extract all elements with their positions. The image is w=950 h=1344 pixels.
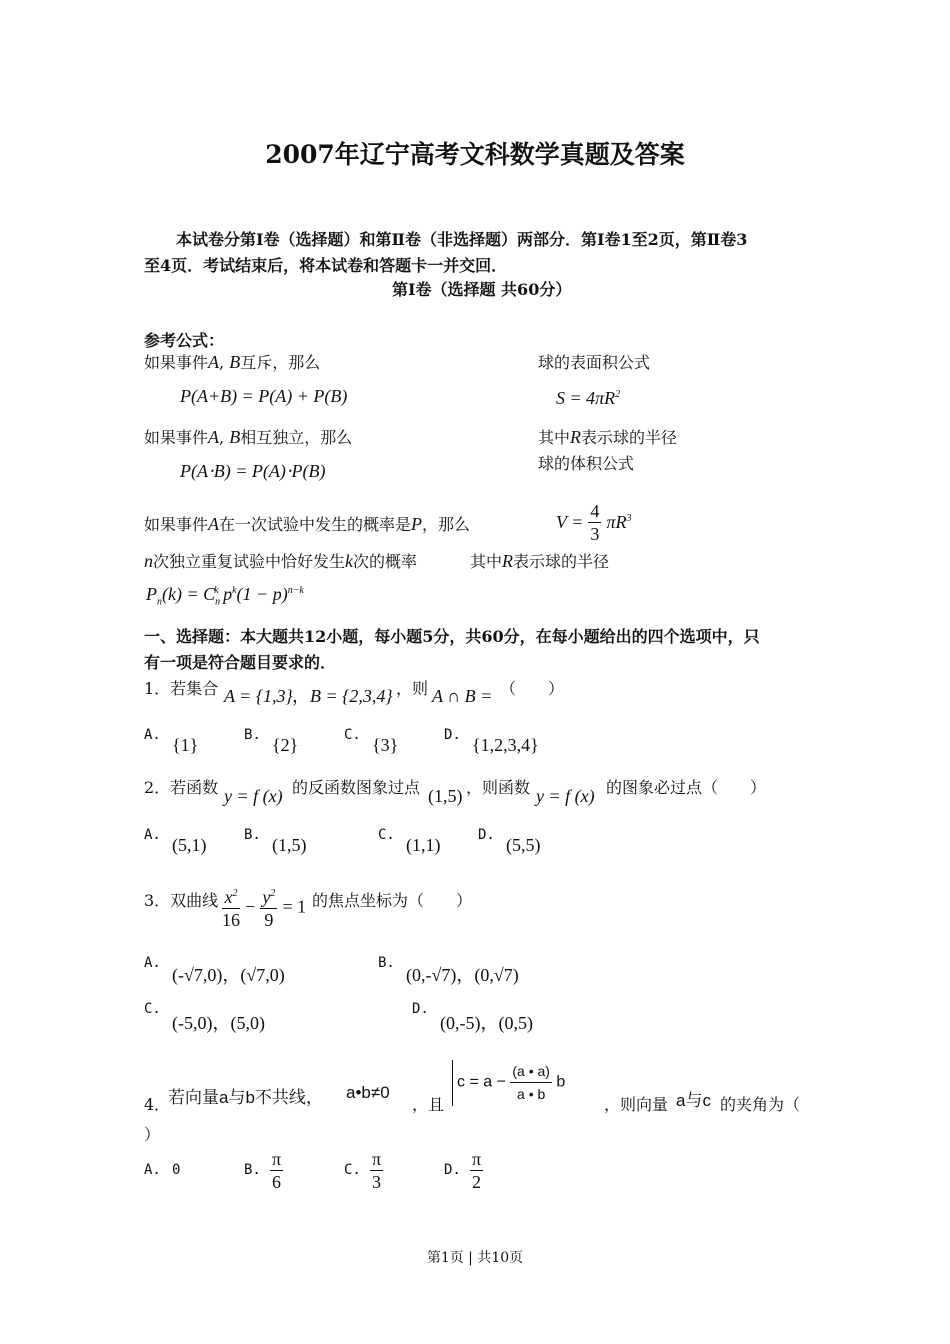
q4-vectors: a与c: [676, 1091, 711, 1110]
q2-option-c[interactable]: (1,1): [406, 835, 441, 855]
q4-option-c-label: C.: [344, 1162, 361, 1178]
q4-equation: c = a − $\frac{(a • a)}{a • b}$ b: [452, 1060, 565, 1106]
indep-formula: P(A⋅B) = P(A)⋅P(B): [180, 461, 326, 481]
q2-option-c-label: C.: [378, 827, 395, 843]
q3-equation: $\frac{x^2}{16}$ − $\frac{y^2}{9}$ = 1: [222, 883, 306, 931]
q1-option-b[interactable]: {2}: [272, 735, 299, 755]
q3-stem: 3．双曲线: [144, 891, 219, 910]
formulas-heading: 参考公式：: [144, 331, 225, 350]
section1-line-1: 一、选择题：本大题共12小题，每小题5分，共60分，在每小题给出的四个选项中，只: [144, 627, 760, 646]
q2-option-a[interactable]: (5,1): [172, 835, 207, 855]
indep-text: 如果事件A, B相互独立，那么: [144, 427, 353, 447]
q1-option-b-label: B.: [244, 727, 261, 743]
q3-option-d-label: D.: [412, 1001, 429, 1017]
page-footer: 第1页 | 共10页: [426, 1250, 524, 1266]
q4-option-a-label: A.: [144, 1162, 161, 1178]
mutex-formula: P(A+B) = P(A) + P(B): [180, 386, 348, 406]
q4-close: ）: [144, 1125, 161, 1144]
bernoulli-text: n次独立重复试验中恰好发生k次的概率: [144, 551, 418, 571]
radius-note-2: 其中R表示球的半径: [470, 551, 610, 571]
q2-option-d[interactable]: (5,5): [506, 835, 541, 855]
q1-option-d[interactable]: {1,2,3,4}: [472, 735, 539, 755]
q1-option-c-label: C.: [344, 727, 361, 743]
q1-set-b: B = {2,3,4}: [310, 686, 393, 706]
prob-text: 如果事件A在一次试验中发生的概率是P，那么: [144, 514, 471, 534]
q2-point: (1,5): [428, 786, 463, 806]
q2-text-1: 的反函数图象过点: [292, 778, 421, 797]
q3-text: 的焦点坐标为（ ）: [312, 891, 473, 910]
q4-condition-2: a•b≠0: [346, 1083, 390, 1102]
q1-paren: （ ）: [500, 679, 565, 698]
sphere-area-formula: $S = 4\pi R^2$: [556, 388, 621, 408]
q4-and: ，且: [412, 1095, 445, 1114]
q1-then: ，则: [396, 679, 429, 698]
sphere-volume-formula: V = $\frac{4}{3}$ $\pi R^3$: [556, 501, 632, 544]
q2-stem: 2．若函数: [144, 778, 219, 797]
q1-option-a-label: A.: [144, 727, 161, 743]
q1-set-a: A = {1,3}: [224, 686, 293, 706]
q4-condition-1: 若向量a与b不共线，: [168, 1088, 323, 1107]
radius-note-1: 其中R表示球的半径: [538, 427, 678, 447]
q2-text-2: ，则函数: [466, 778, 531, 797]
sphere-volume-label: 球的体积公式: [538, 454, 635, 473]
q1-expr: A ∩ B =: [432, 686, 493, 706]
q3-option-c-label: C.: [144, 1001, 161, 1017]
intro-line-2: 至4页．考试结束后，将本试卷和答题卡一并交回．: [144, 256, 508, 275]
q3-option-b[interactable]: (0,-√7)，(0,√7): [406, 965, 519, 985]
intro-line-1: 本试卷分第Ⅰ卷（选择题）和第Ⅱ卷（非选择题）两部分．第Ⅰ卷1至2页，第Ⅱ卷3: [176, 230, 748, 249]
q1-option-a[interactable]: {1}: [172, 735, 199, 755]
sphere-area-label: 球的表面积公式: [538, 353, 651, 372]
section1-line-2: 有一项是符合题目要求的．: [144, 653, 337, 672]
q2-func-2: y = f (x): [536, 786, 595, 806]
q2-text-3: 的图象必过点（ ）: [606, 778, 767, 797]
q4-then: ，则向量: [604, 1095, 669, 1114]
q4-option-a[interactable]: 0: [172, 1162, 181, 1178]
bernoulli-formula: $P_n(k) = C_n^k$ $p^k(1 - p)^{n-k}$: [146, 584, 304, 608]
q2-option-b[interactable]: (1,5): [272, 835, 307, 855]
q3-option-a-label: A.: [144, 955, 161, 971]
q2-option-b-label: B.: [244, 827, 261, 843]
q1-option-c[interactable]: {3}: [372, 735, 399, 755]
q1-option-d-label: D.: [444, 727, 461, 743]
q4-option-b[interactable]: $\frac{\pi}{6}$: [272, 1149, 282, 1192]
q1-stem: 1．若集合: [144, 679, 219, 698]
q4-option-d-label: D.: [444, 1162, 461, 1178]
part1-heading: 第Ⅰ卷（选择题 共60分）: [392, 280, 572, 299]
q3-option-b-label: B.: [378, 955, 395, 971]
q4-text: 的夹角为（: [720, 1095, 801, 1114]
q4-number: 4．: [144, 1095, 171, 1114]
mutex-text: 如果事件A, B互斥，那么: [144, 352, 321, 372]
q4-option-d[interactable]: $\frac{\pi}{2}$: [472, 1149, 482, 1192]
q3-option-d[interactable]: (0,-5)，(0,5): [440, 1013, 533, 1033]
q2-option-a-label: A.: [144, 827, 161, 843]
q4-option-b-label: B.: [244, 1162, 261, 1178]
q2-func: y = f (x): [224, 786, 283, 806]
q4-option-c[interactable]: $\frac{\pi}{3}$: [372, 1149, 382, 1192]
document-title: 2007年辽宁高考文科数学真题及答案: [265, 140, 685, 169]
q2-option-d-label: D.: [478, 827, 495, 843]
q3-option-c[interactable]: (-5,0)，(5,0): [172, 1013, 265, 1033]
q1-comma: ，: [292, 686, 310, 706]
q3-option-a[interactable]: (-√7,0)，(√7,0): [172, 965, 285, 985]
